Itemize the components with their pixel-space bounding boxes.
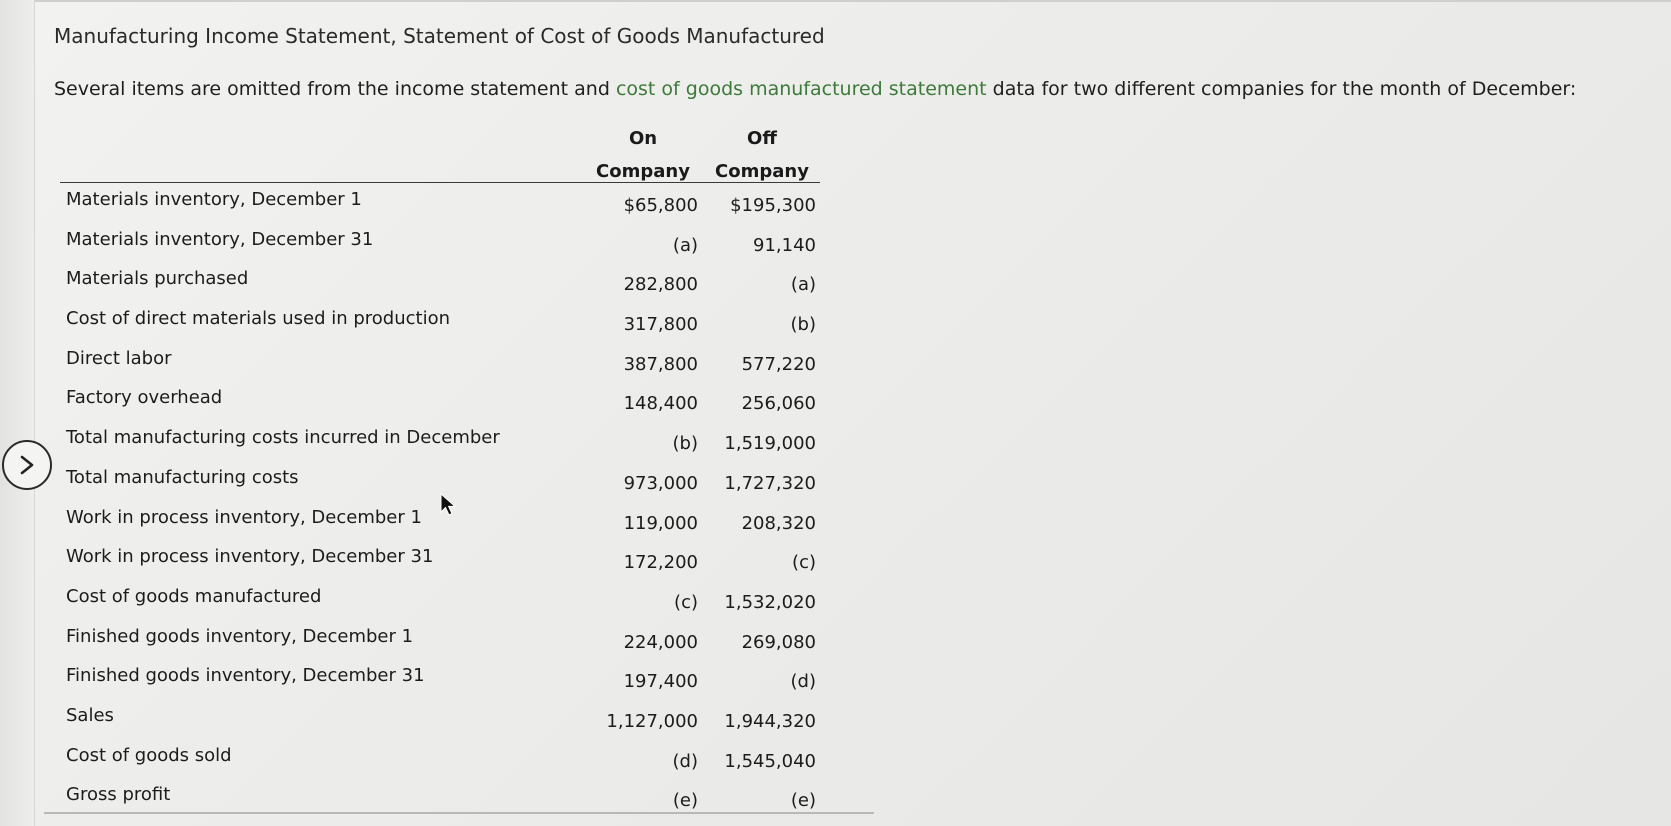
off-company-value: 1,545,040	[724, 750, 816, 772]
row-label: Cost of goods manufactured	[66, 585, 322, 607]
off-company-value: 1,519,000	[724, 433, 816, 455]
table-row	[60, 580, 820, 620]
on-company-value: 317,800	[623, 314, 698, 336]
problem-intro	[54, 78, 1576, 100]
bottom-divider	[44, 812, 874, 814]
column-header-on-line1: On	[628, 128, 658, 149]
on-company-value: 172,200	[623, 552, 698, 574]
on-company-value: 1,127,000	[606, 710, 698, 732]
intro-text-start: Several items are omitted from the income statement and	[54, 78, 616, 100]
off-company-value: (d)	[790, 671, 816, 693]
off-company-value: 1,727,320	[724, 472, 816, 494]
column-header-off-line1: Off	[747, 128, 777, 149]
row-label: Work in process inventory, December 31	[66, 546, 434, 568]
row-label: Materials inventory, December 1	[66, 189, 362, 210]
row-label: Total manufacturing costs incurred in December	[66, 427, 500, 449]
table-row	[60, 262, 820, 302]
table-row	[60, 659, 820, 699]
off-company-value: (c)	[792, 552, 816, 574]
row-label: Finished goods inventory, December 31	[66, 665, 425, 687]
on-company-value: 224,000	[623, 631, 698, 653]
chevron-right-icon	[16, 454, 38, 476]
table-row	[60, 183, 820, 223]
table-row	[60, 540, 820, 580]
off-company-value: 91,140	[753, 234, 816, 256]
intro-highlight-term[interactable]: cost of goods manufactured statement	[615, 78, 987, 100]
left-panel-edge	[0, 0, 35, 826]
row-label: Finished goods inventory, December 1	[66, 625, 414, 647]
column-header-on-line2: Company	[596, 161, 690, 182]
row-label: Materials inventory, December 31	[66, 228, 374, 250]
table-row	[60, 699, 820, 739]
on-company-value: 973,000	[623, 472, 698, 494]
off-company-value: (b)	[790, 314, 816, 336]
on-company-value: 197,400	[623, 671, 698, 693]
page-title: Manufacturing Income Statement, Statement of Cost of Goods Manufactured	[54, 24, 825, 48]
column-header-on-company	[588, 122, 698, 188]
off-company-value: (e)	[790, 790, 816, 812]
mouse-pointer-icon	[440, 493, 458, 517]
off-company-value: (a)	[790, 274, 816, 296]
table-row	[60, 302, 820, 342]
on-company-value: 282,800	[623, 274, 698, 296]
row-label: Factory overhead	[66, 387, 223, 409]
on-company-value: (b)	[672, 433, 698, 455]
table-row	[60, 620, 820, 660]
on-company-value: 387,800	[623, 353, 698, 375]
on-company-value: (e)	[672, 790, 698, 812]
off-company-value: 208,320	[741, 512, 816, 534]
column-header-off-company	[708, 122, 816, 188]
off-company-value: $195,300	[730, 195, 816, 216]
row-label: Total manufacturing costs	[66, 466, 299, 488]
on-company-value: (d)	[672, 750, 698, 772]
on-company-value: $65,800	[623, 195, 698, 216]
row-label: Materials purchased	[66, 268, 249, 290]
table-row	[60, 739, 820, 779]
off-company-value: 577,220	[741, 353, 816, 375]
off-company-value: 269,080	[741, 631, 816, 653]
table-row	[60, 381, 820, 421]
intro-text-end: data for two different companies for the month of December:	[986, 78, 1577, 100]
row-label: Direct labor	[66, 347, 172, 369]
table-row	[60, 342, 820, 382]
top-divider	[0, 0, 1671, 2]
on-company-value: (a)	[672, 234, 698, 256]
on-company-value: (c)	[674, 591, 698, 613]
row-label: Work in process inventory, December 1	[66, 506, 422, 528]
on-company-value: 119,000	[623, 512, 698, 534]
table-row	[60, 223, 820, 263]
table-header	[60, 118, 820, 183]
off-company-value: 1,944,320	[724, 710, 816, 732]
off-company-value: 1,532,020	[724, 591, 816, 613]
row-label: Cost of goods sold	[66, 744, 232, 766]
row-label: Gross profit	[66, 784, 171, 806]
row-label: Cost of direct materials used in production	[66, 308, 451, 330]
off-company-value: 256,060	[741, 393, 816, 415]
row-label: Sales	[66, 704, 114, 726]
table-row	[60, 421, 820, 461]
data-table	[60, 118, 820, 818]
expand-panel-button[interactable]	[2, 440, 52, 490]
column-header-off-line2: Company	[715, 161, 809, 182]
on-company-value: 148,400	[623, 393, 698, 415]
